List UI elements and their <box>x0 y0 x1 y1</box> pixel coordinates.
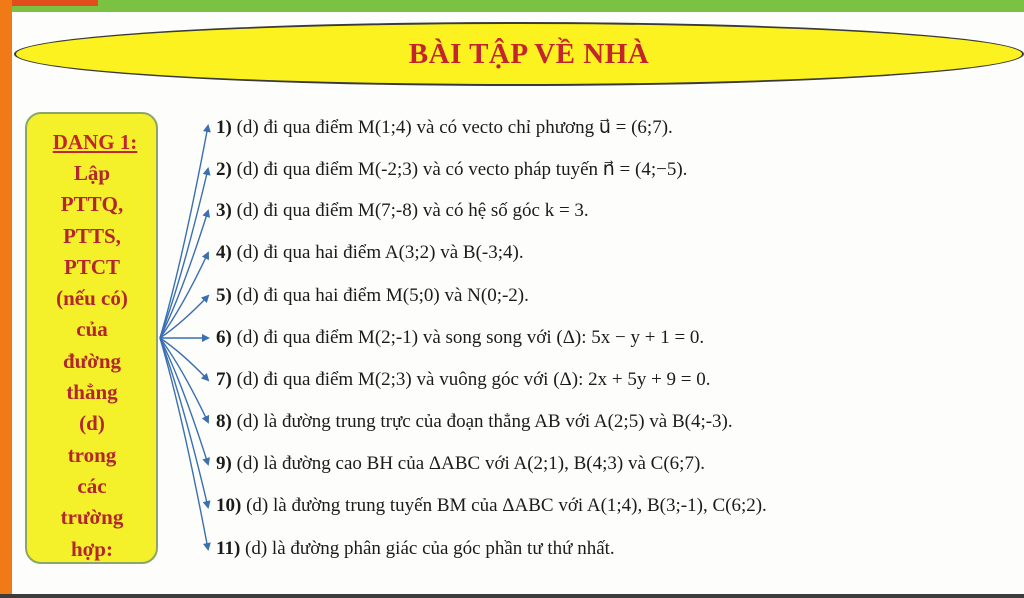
list-item: 8) (d) là đường trung trực của đoạn thẳng AB với A(2;5) và B(4;-3). <box>216 411 733 432</box>
dang-line: trong <box>67 442 117 467</box>
dang-line: PTTS, <box>63 223 121 248</box>
dang-line: đường <box>62 348 122 373</box>
list-item: 7) (d) đi qua điểm M(2;3) và vuông góc với (Δ): 2x + 5y + 9 = 0. <box>216 369 711 390</box>
list-item: 6) (d) đi qua điểm M(2;-1) và song song với (Δ): 5x − y + 1 = 0. <box>216 327 705 348</box>
dang-line: trường <box>60 505 124 530</box>
list-item: 9) (d) là đường cao BH của ΔABC với A(2;1), B(4;3) và C(6;7). <box>216 453 706 474</box>
list-item: 1) (d) đi qua điểm M(1;4) và có vecto chỉ phương u⃗ = (6;7). <box>216 117 673 138</box>
list-item: 3) (d) đi qua điểm M(7;-8) và có hệ số góc k = 3. <box>216 200 589 221</box>
dang-line: của <box>76 317 108 342</box>
list-item: 11) (d) là đường phân giác của góc phần tư thứ nhất. <box>216 538 615 559</box>
list-item: 5) (d) đi qua hai điểm M(5;0) và N(0;-2). <box>216 285 529 306</box>
list-item: 2) (d) đi qua điểm M(-2;3) và có vecto pháp tuyến n⃗ = (4;−5). <box>216 159 688 180</box>
dang-line: PTCT <box>63 254 120 279</box>
dang-line: (nếu có) <box>56 286 128 311</box>
dang-line: Lập <box>73 161 111 185</box>
list-item: 10) (d) là đường trung tuyến BM của ΔABC với A(1;4), B(3;-1), C(6;2). <box>216 495 767 516</box>
dang-line: hợp: <box>71 536 113 561</box>
dang-line: thẳng <box>66 380 118 405</box>
list-item: 4) (d) đi qua hai điểm A(3;2) và B(-3;4). <box>216 242 524 263</box>
dang-line: PTTQ, <box>60 192 124 217</box>
dang-line: các <box>77 473 107 498</box>
dang-line: (d) <box>79 411 105 436</box>
page-title: BÀI TẬP VỀ NHÀ <box>408 37 650 70</box>
dang-heading: DANG 1: <box>52 130 138 154</box>
